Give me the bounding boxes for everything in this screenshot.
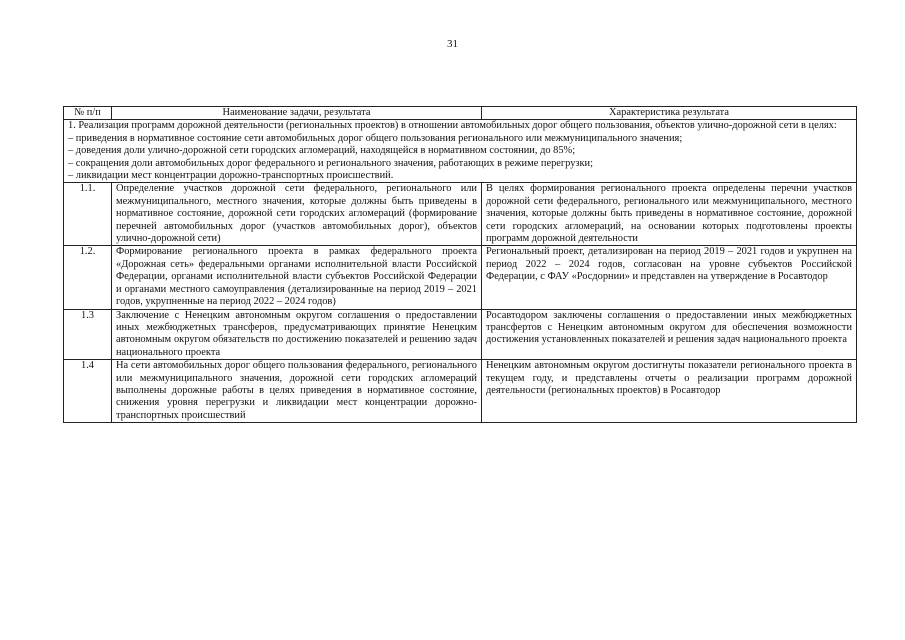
table-header-row — [64, 107, 857, 120]
row-result: Росавтодором заключены соглашения о предоставлении иных межбюджетных трансфертов с Ненецким автономным округом для обеспечения возможности достижения установленных показателей и решения задач национального проекта — [482, 309, 857, 360]
row-number: 1.2. — [64, 246, 112, 309]
table-row — [64, 246, 857, 309]
section-cell — [64, 120, 857, 183]
section-row — [64, 120, 857, 183]
header-number: № п/п — [64, 107, 112, 120]
section-title: 1. Реализация программ дорожной деятельности (региональных проектов) в отношении автомобильных дорог общего пользования, объектов улично-дорожной сети в целях: — [68, 120, 837, 132]
row-task: Определение участков дорожной сети федерального, регионального или межмуниципального, местного значения, которые должны быть приведены в нормативное состояние, дорожной сети городских агломераций (формирование перечней автомобильных дорог (участков автомобильных дорог), объектов улично-дорожной сети) — [112, 183, 482, 246]
row-number: 1.4 — [64, 360, 112, 423]
tasks-table — [63, 106, 857, 423]
header-task: Наименование задачи, результата — [112, 107, 482, 120]
row-task: Формирование регионального проекта в рамках федерального проекта «Дорожная сеть» федеральными органами исполнительной власти Российской Федерации, органами исполнительной власти субъектов Российской Федерации и органами местного самоуправления (детализированные на период 2019 – 2021 годов, укрупненные на период 2022 – 2024 годов) — [112, 246, 482, 309]
row-result: Региональный проект, детализирован на период 2019 – 2021 годов и укрупнен на период 2022 – 2024 годов, согласован на уровне субъектов Российской Федерации, с ФАУ «Росдорнии» и представлен на утверждение в Росавтодор — [482, 246, 857, 309]
page-number: 31 — [447, 38, 458, 50]
table-row — [64, 360, 857, 423]
row-number: 1.1. — [64, 183, 112, 246]
table-row — [64, 309, 857, 360]
row-task: На сети автомобильных дорог общего пользования федерального, регионального или межмуниципального значения, дорожной сети городских агломераций выполнены дорожные работы в целях приведения в нормативное состояние, снижения уровня перегрузки и ликвидации мест концентрации дорожно-транспортных происшествий — [112, 360, 482, 423]
table-row — [64, 183, 857, 246]
row-task: Заключение с Ненецким автономным округом соглашения о предоставлении иных межбюджетных трансферов, предусматривающих принятие Ненецким автономным округом обязательств по достижению показателей и решению задач национального проекта — [112, 309, 482, 360]
row-result: В целях формирования регионального проекта определены перечни участков дорожной сети федерального, регионального или межмуниципального, местного значения, которые должны быть приведены в нормативное состояние, дорожной сети городских агломераций, на основании которых подготовлены проекты программ дорожной деятельности — [482, 183, 857, 246]
row-number: 1.3 — [64, 309, 112, 360]
section-goal: – приведения в нормативное состояние сети автомобильных дорог общего пользования регионального или межмуниципального значения; — [68, 132, 683, 144]
section-goal: – ликвидации мест концентрации дорожно-транспортных происшествий. — [68, 170, 394, 182]
section-goal: – доведения доли улично-дорожной сети городских агломераций, находящейся в нормативном состоянии, до 85%; — [68, 145, 576, 157]
header-result: Характеристика результата — [482, 107, 857, 120]
section-goal: – сокращения доли автомобильных дорог федерального и регионального значения, работающих в режиме перегрузки; — [68, 157, 593, 169]
row-result: Ненецким автономным округом достигнуты показатели регионального проекта в текущем году, и представлены отчеты о реализации программ дорожной деятельности (региональных проектов) в Росавтодор — [482, 360, 857, 423]
